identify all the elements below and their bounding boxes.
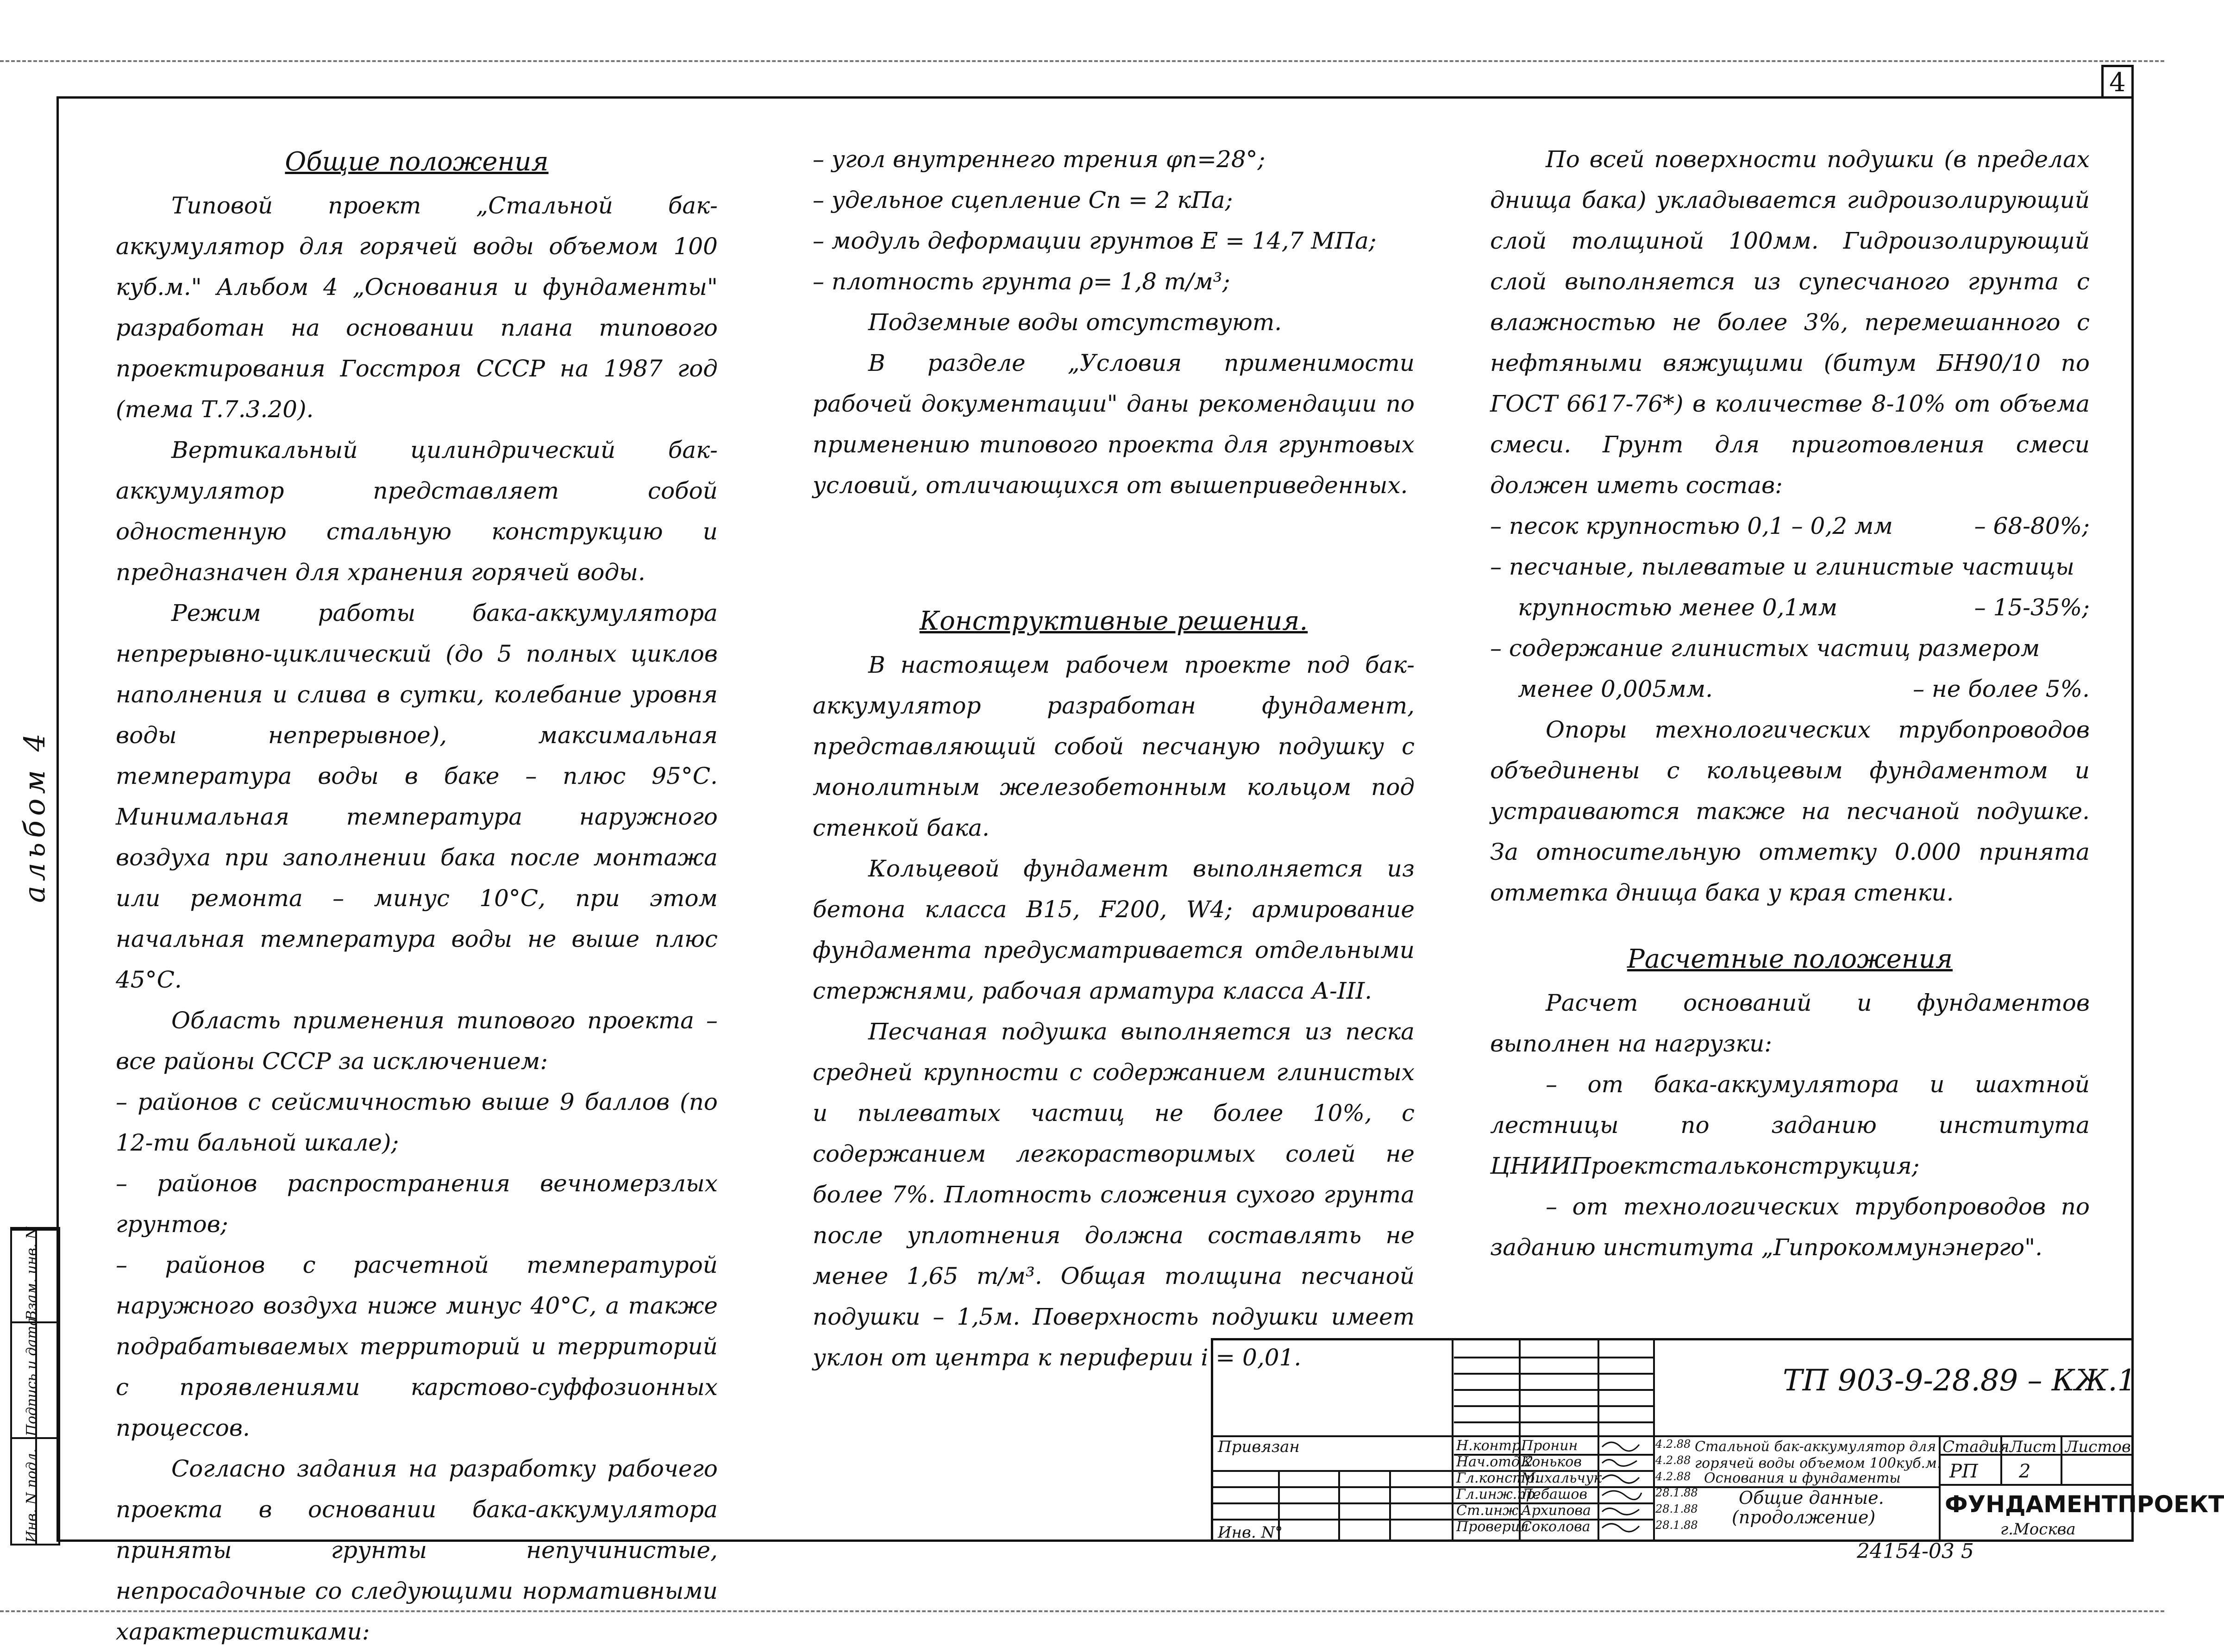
tb-line — [1653, 1340, 1655, 1542]
paragraph: Область применения типового проекта – все районы СССР за исключением: — [116, 1007, 718, 1075]
sheet-title: Общие данные. — [1739, 1488, 1884, 1508]
sign-date: 28.1.88 — [1655, 1486, 1698, 1499]
project-title-line: Стальной бак-аккумулятор для — [1695, 1439, 1936, 1455]
paragraph: По всей поверхности подушки (в пределах днища бака) укладывается гидроизолирующий слой толщиной 100мм. Гидроизолирующий слой выполняется из супесчаного грунта с влажностью не более 3%, перемешанного с нефтяными вяжущими (битум БН90/10 по ГОСТ 6617-76*) в количестве 8-10% от объема смеси. Грунт для приготовления смеси должен иметь состав: — [1490, 146, 2090, 499]
list-item: менее 0,005мм. – не более 5%. — [1518, 676, 2090, 702]
spacer — [1490, 913, 2090, 936]
signatures — [1600, 1435, 1651, 1537]
tb-line — [1454, 1389, 1654, 1391]
role-label: Н.контр. — [1456, 1438, 1525, 1454]
tb-line — [1598, 1340, 1599, 1542]
tb-line — [1454, 1373, 1654, 1375]
section-title-general: Общие положения — [285, 147, 549, 177]
list-item: – песчаные, пылеватые и глинистые частицы — [1490, 553, 2074, 580]
organization-city: г.Москва — [2000, 1520, 2076, 1539]
tb-line — [1653, 1435, 2131, 1437]
signer-name: Коньков — [1521, 1454, 1582, 1470]
signer-name: Пронин — [1521, 1438, 1578, 1454]
tb-line — [1939, 1484, 2131, 1486]
list-item: крупностью менее 0,1мм – 15-35%; — [1518, 594, 2090, 621]
list-item: – модуль деформации грунтов Е = 14,7 МПа; — [813, 227, 1377, 254]
role-label: Нач.отд.2 — [1456, 1454, 1534, 1470]
stage-value: РП — [1949, 1461, 1978, 1482]
list-item: – песок крупностью 0,1 – 0,2 мм – 68-80%; — [1490, 513, 2090, 539]
title-block — [1211, 1338, 2224, 1542]
paragraph: Подземные воды отсутствуют. — [868, 309, 1282, 336]
tb-line — [1454, 1421, 1654, 1423]
list-item: – районов с сейсмичностью выше 9 баллов (по 12-ти бальной шкале); — [116, 1089, 718, 1156]
role-label: Проверил — [1456, 1519, 1529, 1535]
project-title-line: горячей воды объемом 100куб.м. — [1695, 1455, 1942, 1471]
role-label: Ст.инж. — [1456, 1502, 1523, 1519]
paragraph: Расчет оснований и фундаментов выполнен на нагрузки: — [1490, 989, 2090, 1057]
sign-date: 4.2.88 — [1655, 1470, 1691, 1483]
organization-name: ФУНДАМЕНТПРОЕКТ — [1945, 1491, 2224, 1518]
sheet-label: Лист — [2010, 1438, 2057, 1456]
stamp-cell-signature: Подпись и дата — [12, 1321, 58, 1439]
tb-line — [1213, 1435, 1653, 1437]
paragraph: Песчаная подушка выполняется из песка средней крупности с содержанием глинистых и пылеватых частиц не более 10%, с содержанием легкорастворимых солей не более 7%. Плотность сложения сухого грунта после уплотнения должна составлять не менее 1,65 т/м³. Общая толщина песчаной подушки – 1,5м. Поверхность подушки имеет уклон от центра к периферии i = 0,01. — [813, 1018, 1415, 1371]
column-constructive — [813, 139, 1415, 1378]
role-label: Гл.инж.пр. — [1456, 1486, 1540, 1502]
paragraph: В разделе „Условия применимости рабочей документации" даны рекомендации по применению типового проекта для грунтовых условий, отличающихся от вышеприведенных. — [813, 350, 1415, 499]
sign-date: 4.2.88 — [1655, 1438, 1691, 1451]
paragraph: Вертикальный цилиндрический бак-аккумулятор представляет собой одностенную стальную конструкцию и предназначен для хранения горячей воды. — [116, 437, 718, 586]
top-cut-line — [0, 60, 2164, 62]
sheet-value: 2 — [2019, 1461, 2031, 1482]
tb-line — [1454, 1405, 1654, 1407]
role-label: Гл.констр. — [1456, 1470, 1539, 1486]
sheets-label: Листов — [2065, 1438, 2131, 1456]
privyazan-label: Привязан — [1218, 1438, 1300, 1456]
tb-line — [1452, 1340, 1453, 1542]
list-item: – удельное сцепление Сп = 2 кПа; — [813, 187, 1233, 213]
paragraph: В настоящем рабочем проекте под бак-аккумулятор разработан фундамент, представляющий собой песчаную подушку с монолитным железобетонным кольцом под стенкой бака. — [813, 651, 1415, 841]
sign-date: 4.2.88 — [1655, 1454, 1691, 1467]
tb-line — [1389, 1470, 1391, 1542]
stamp-cell-replacement: Взам. инв. N — [12, 1229, 58, 1323]
archive-number: 24154-03 5 — [1857, 1539, 1974, 1563]
list-item: – плотность грунта ρ= 1,8 т/м³; — [813, 268, 1230, 295]
list-item: – угол внутреннего трения φп=28°; — [813, 146, 1265, 173]
approval-stamp-strip — [10, 1227, 60, 1546]
sign-date: 28.1.88 — [1655, 1502, 1698, 1515]
paragraph: Согласно задания на разработку рабочего проекта в основании бака-аккумулятора приняты грунты непучинистые, непросадочные со следующими нормативными характеристиками: — [116, 1455, 718, 1645]
paragraph: Кольцевой фундамент выполняется из бетона класса В15, F200, W4; армирование фундамента предусматривается отдельными стержнями, рабочая арматура класса А-III. — [813, 855, 1415, 1004]
page-number: 4 — [2101, 65, 2134, 99]
stamp-cell-inventory: Инв. N подл. — [12, 1437, 58, 1546]
list-item: – районов распространения вечномерзлых грунтов; — [116, 1170, 718, 1238]
sign-date: 28.1.88 — [1655, 1519, 1698, 1532]
paragraph: Опоры технологических трубопроводов объединены с кольцевым фундаментом и устраиваются также на песчаной подушке. За относительную отметку 0.000 принята отметка днища бака у края стенки. — [1490, 716, 2090, 906]
paragraph: Режим работы бака-аккумулятора непрерывно-циклический (до 5 полных циклов наполнения и слива в сутки, колебание уровня воды непрерывное), максимальная температура воды в баке – плюс 95°С. Минимальная температура наружного воздуха при заполнении бака после монтажа или ремонта – минус 10°С, при этом начальная температура воды не выше плюс 45°С. — [116, 600, 718, 993]
section-title-constructive: Конструктивные решения. — [919, 606, 1308, 636]
sheet-title: (продолжение) — [1732, 1507, 1876, 1527]
list-item: – от бака-аккумулятора и шахтной лестницы по заданию института ЦНИИПроектстальконструкция; — [1490, 1071, 2090, 1179]
signer-name: Михальчук — [1521, 1470, 1602, 1486]
tb-line — [1338, 1470, 1340, 1542]
tb-line — [2061, 1435, 2062, 1484]
column-general — [116, 139, 718, 1652]
paragraph: Типовой проект „Стальной бак-аккумулятор для горячей воды объемом 100 куб.м." Альбом 4 „Основания и фундаменты" разработан на основании плана типового проектирования Госстроя СССР на 1987 год (тема Т.7.3.20). — [116, 192, 718, 423]
spacer — [813, 506, 1415, 598]
section-title-calculation: Расчетные положения — [1627, 944, 1953, 974]
album-side-label: альбом 4 — [18, 729, 51, 903]
list-item: – содержание глинистых частиц размером — [1490, 635, 2040, 662]
signer-name: Соколова — [1521, 1519, 1591, 1535]
inventory-label: Инв. N° — [1218, 1523, 1283, 1542]
drawing-code: ТП 903-9-28.89 – КЖ.1 — [1783, 1364, 2136, 1398]
list-item: – районов с расчетной температурой наружного воздуха ниже минус 40°С, а также подрабатываемых территорий и территорий с проявлениями карстово-суффозионных процессов. — [116, 1252, 718, 1441]
project-title-line: Основания и фундаменты — [1704, 1470, 1901, 1486]
tb-line — [1939, 1435, 1941, 1542]
signer-name: Архипова — [1521, 1502, 1591, 1519]
list-item: – от технологических трубопроводов по заданию института „Гипрокоммунэнерго". — [1490, 1193, 2090, 1261]
column-calculation — [1490, 139, 2090, 1268]
stage-label: Стадия — [1942, 1438, 2010, 1456]
tb-line — [1454, 1357, 1654, 1358]
signer-name: Лебашов — [1521, 1486, 1587, 1502]
